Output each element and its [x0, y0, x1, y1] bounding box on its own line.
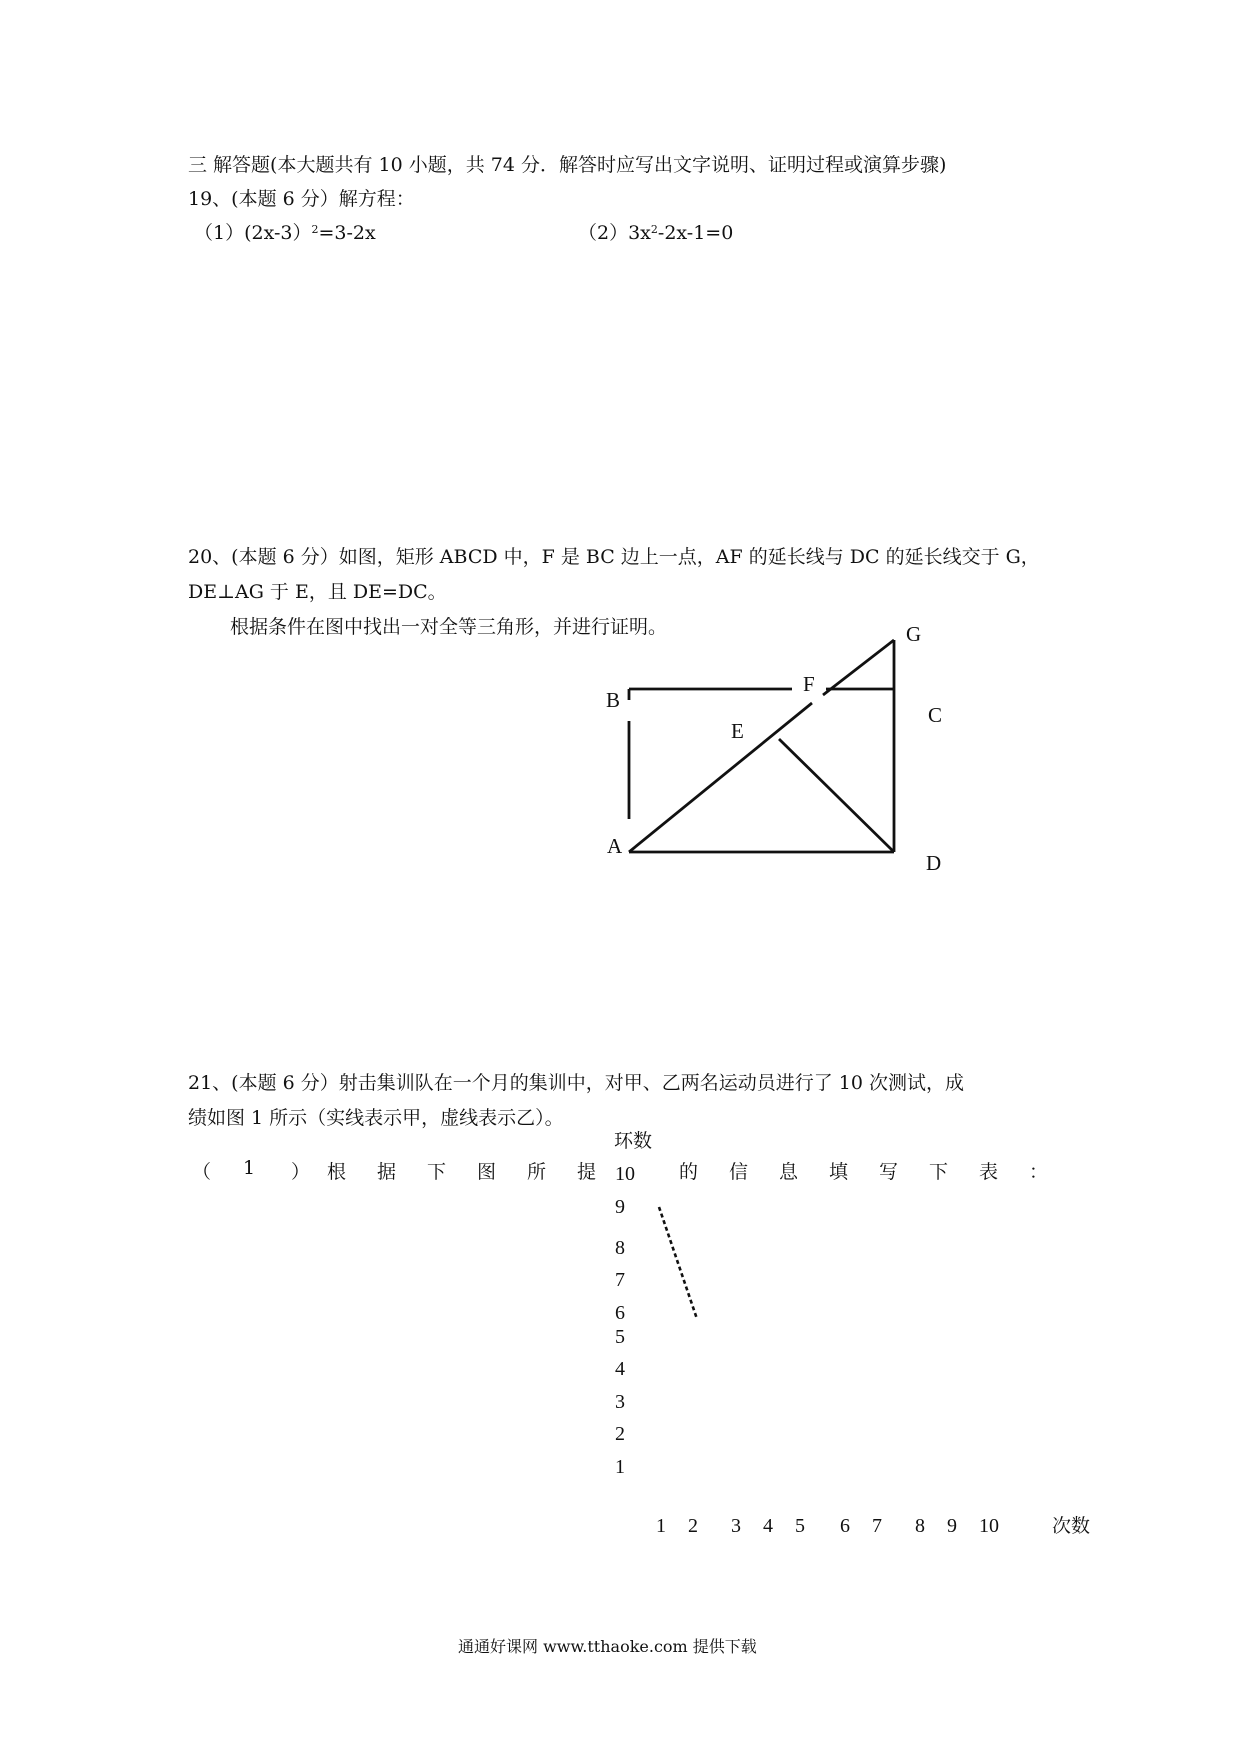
x-tick-label: 3: [731, 1515, 741, 1537]
q19-part2-exponent: 2: [650, 223, 658, 236]
x-tick-label: 4: [763, 1515, 773, 1537]
x-tick-label: 8: [915, 1515, 925, 1537]
q21-line2: 绩如图 1 所示（实线表示甲，虚线表示乙）。: [188, 1107, 564, 1129]
series-yi-dashed-segment: [659, 1207, 697, 1319]
section-heading: 三 解答题(本大题共有 10 小题，共 74 分．解答时应写出文字说明、证明过程或演算步骤): [188, 154, 947, 176]
y-tick-label: 10: [615, 1163, 635, 1185]
label-E: E: [731, 719, 744, 743]
footer-text: 通通好课网 www.tthaoke.com 提供下载: [458, 1637, 757, 1656]
y-tick-label: 3: [615, 1391, 625, 1413]
label-D: D: [926, 851, 942, 875]
q19-part2: [578, 221, 733, 245]
y-tick-label: 1: [615, 1456, 625, 1478]
label-A: A: [607, 834, 623, 858]
q21-line3-char: 写: [879, 1161, 899, 1183]
q21-line3-char: 信: [729, 1161, 749, 1183]
q21-line3-char: 1: [243, 1157, 256, 1179]
y-tick-label: 7: [615, 1269, 625, 1291]
x-tick-label: 5: [795, 1515, 805, 1537]
label-G: G: [906, 622, 922, 646]
q20-line3: 根据条件在图中找出一对全等三角形，并进行证明。: [230, 616, 668, 638]
q21-line3-char: 填: [829, 1161, 849, 1183]
y-tick-label: 5: [615, 1326, 625, 1348]
y-tick-label: 8: [615, 1237, 625, 1259]
q21-line3-char: 下: [929, 1161, 949, 1183]
segment-DE: [779, 739, 894, 852]
segment-AF: [629, 703, 812, 852]
q20-line1: 20、(本题 6 分）如图，矩形 ABCD 中，F 是 BC 边上一点，AF 的延长线与 DC 的延长线交于 G，: [188, 546, 1040, 568]
y-tick-label: 2: [615, 1423, 625, 1445]
q21-line3-char: 下: [427, 1161, 447, 1183]
q19-part1-prefix: （1）(2x-3）: [194, 222, 312, 244]
x-tick-label: 2: [688, 1515, 698, 1537]
chart-x-title: 次数: [1052, 1515, 1091, 1537]
q21-line3-char: 提: [577, 1161, 597, 1183]
q21-line3-char: 据: [377, 1161, 397, 1183]
y-tick-label: 4: [615, 1358, 625, 1380]
label-F: F: [803, 672, 815, 696]
q21-line1: 21、(本题 6 分）射击集训队在一个月的集训中，对甲、乙两名运动员进行了 10 次测试，成: [188, 1072, 965, 1094]
q21-line3-char: 息: [779, 1161, 799, 1183]
chart-y-title: 环数: [614, 1130, 653, 1152]
label-B: B: [606, 688, 621, 712]
q21-line3-char: ）: [291, 1161, 311, 1183]
x-tick-label: 10: [979, 1515, 999, 1537]
x-tick-label: 6: [840, 1515, 850, 1537]
q20-line2: DE⊥AG 于 E，且 DE=DC。: [188, 581, 447, 603]
q19-part1: [194, 221, 376, 245]
q21-line3-char: 表: [979, 1161, 999, 1183]
q21-line3-char: 图: [477, 1161, 497, 1183]
segment-FG: [823, 640, 894, 695]
x-tick-label: 9: [947, 1515, 957, 1537]
q19-header: 19、(本题 6 分）解方程：: [188, 188, 415, 210]
q21-line3-char: （: [192, 1161, 212, 1183]
x-tick-label: 7: [872, 1515, 882, 1537]
q21-line3-char: 根: [327, 1161, 347, 1183]
x-tick-label: 1: [656, 1515, 666, 1537]
q21-line3-char: 的: [679, 1161, 699, 1183]
label-C: C: [928, 703, 943, 727]
y-tick-label: 6: [615, 1302, 625, 1324]
q21-line3-char: 所: [527, 1161, 547, 1183]
q21-line3-char: ：: [1029, 1161, 1049, 1183]
q19-part2-prefix: （2）3x: [578, 222, 651, 244]
q19-part1-suffix: =3-2x: [318, 222, 376, 244]
q19-part1-exponent: 2: [311, 223, 319, 236]
q19-part2-suffix: -2x-1=0: [657, 222, 734, 244]
y-tick-label: 9: [615, 1196, 625, 1218]
